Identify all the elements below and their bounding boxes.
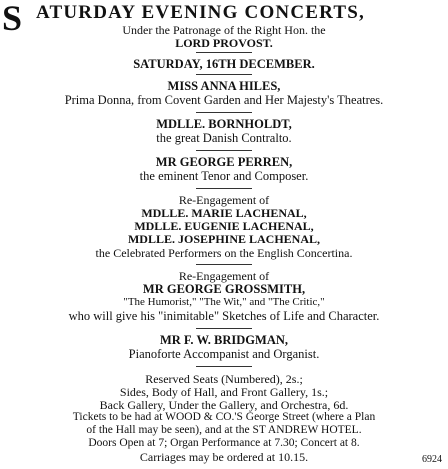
divider — [196, 188, 252, 189]
performer-description: the great Danish Contralto. — [156, 131, 292, 145]
performer-name: MDLLE. EUGENIE LACHENAL, — [134, 219, 314, 233]
performer-description: the eminent Tenor and Composer. — [139, 169, 309, 183]
performer-name: MR GEORGE PERREN, — [155, 155, 293, 169]
performer-description: Pianoforte Accompanist and Organist. — [128, 347, 320, 361]
ticket-info-line: Tickets to be had at WOOD & CO.'S George Street (where a Plan — [72, 411, 376, 423]
patron-name: LORD PROVOST. — [175, 36, 273, 50]
ticket-info-line: Back Gallery, Under the Gallery, and Orchestra, 6d. — [99, 398, 349, 412]
ticket-info-line: Doors Open at 7; Organ Performance at 7.30; Concert at 8. — [88, 437, 360, 449]
performer-titles: "The Humorist," "The Wit," and "The Critic," — [123, 296, 325, 308]
performer-name: MDLLE. MARIE LACHENAL, — [141, 206, 307, 220]
advert-title: ATURDAY EVENING CONCERTS, — [36, 2, 365, 23]
divider — [196, 74, 252, 75]
patronage-line: Under the Patronage of the Right Hon. the — [122, 23, 326, 37]
divider — [196, 112, 252, 113]
title-initial: S — [2, 0, 23, 38]
performer-description: the Celebrated Performers on the English Concertina. — [95, 246, 353, 260]
divider — [196, 150, 252, 151]
ticket-info-line: Carriages may be ordered at 10.15. — [139, 450, 309, 464]
concert-date: SATURDAY, 16TH DECEMBER. — [133, 57, 315, 71]
ticket-info-line: Sides, Body of Hall, and Front Gallery, 1s.; — [119, 385, 329, 399]
divider — [196, 52, 252, 53]
performer-name: MISS ANNA HILES, — [167, 79, 281, 93]
reengagement-heading: Re-Engagement of — [178, 193, 270, 207]
performer-name: MR GEORGE GROSSMITH, — [142, 282, 306, 296]
performer-name: MDLLE. BORNHOLDT, — [156, 117, 292, 131]
ticket-info-line: of the Hall may be seen), and at the ST ANDREW HOTEL. — [86, 424, 362, 436]
divider — [196, 366, 252, 367]
performer-name: MR F. W. BRIDGMAN, — [159, 333, 289, 347]
performer-name: MDLLE. JOSEPHINE LACHENAL, — [127, 232, 321, 246]
divider — [196, 328, 252, 329]
performer-description: Prima Donna, from Covent Garden and Her Majesty's Theatres. — [64, 93, 384, 107]
reengagement-heading: Re-Engagement of — [178, 269, 270, 283]
reference-number: 6924 — [422, 454, 442, 465]
performer-description: who will give his "inimitable" Sketches of Life and Character. — [68, 309, 380, 323]
ticket-info-line: Reserved Seats (Numbered), 2s.; — [145, 372, 303, 386]
divider — [196, 264, 252, 265]
